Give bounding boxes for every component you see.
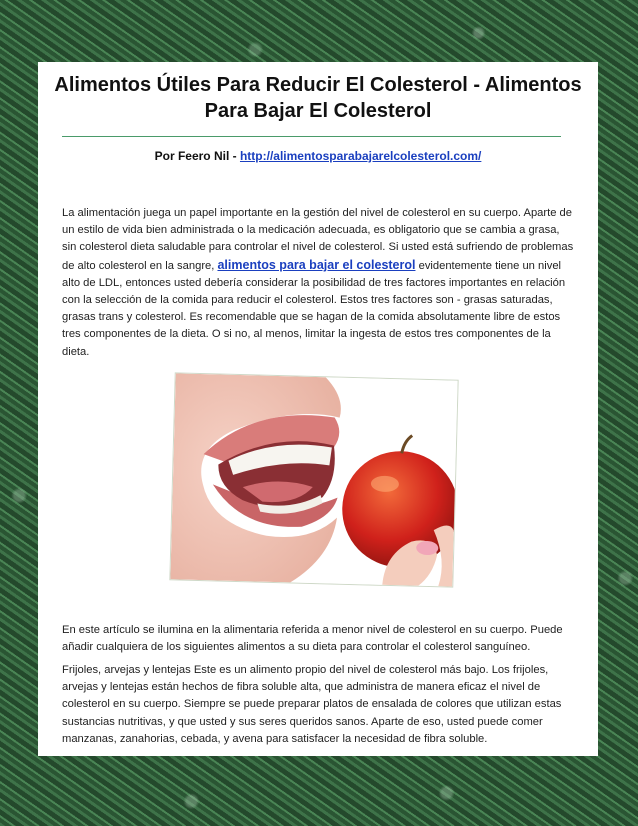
paragraph-foods-intro: En este artículo se ilumina en la alimentaria referida a menor nivel de colesterol en su cuerpo. Puede añadir cualquiera de los siguientes alimentos a su dieta para controlar el colesterol sanguíneo. xyxy=(62,624,563,654)
inline-keyword-link[interactable]: alimentos para bajar el colesterol xyxy=(217,257,416,272)
document-page xyxy=(38,62,598,756)
mouth-apple-photo xyxy=(169,372,458,587)
byline-link[interactable]: http://alimentosparabajarelcolesterol.com/ xyxy=(239,149,482,163)
byline-author: Por Feero Nil - xyxy=(154,149,240,163)
paragraph-intro xyxy=(62,205,574,361)
mouth-apple-illustration xyxy=(170,373,457,586)
paragraph-intro-text-after: evidentemente tiene un nivel alto de LDL, entonces usted debería considerar la posibilidad de tres factores importantes en relación con la selección de la comida para reducir el colesterol. Estos tres factores son - grasas saturadas, grasas trans y colesterol. Es recomendable que se hagan de la comida absolutamente libre de estos tres componentes de la dieta. O si no, al menos, limitar la ingesta de estos tres componentes de la dieta. xyxy=(62,259,566,358)
page-title: Alimentos Útiles Para Reducir El Colesterol - Alimentos Para Bajar El Colesterol xyxy=(54,74,582,122)
byline xyxy=(38,149,598,163)
paragraph-intro-text-before: La alimentación juega un papel importante en la gestión del nivel de colesterol en su cuerpo. Aparte de un estilo de vida bien administrada o la medicación adecuada, es obligatorio que se cambia a grasa, sin colesterol dieta saludable para controlar el nivel de colesterol. Si usted está sufriendo de problemas de alto colesterol en la sangre, xyxy=(62,207,574,272)
paragraph-beans: Frijoles, arvejas y lentejas Este es un alimento propio del nivel de colesterol más bajo. Los frijoles, arvejas y lentejas están hechos de fibra soluble alta, que administra de manera eficaz el nivel de colesterol en su cuerpo. Siempre se puede preparar platos de ensalada de colores que utilizan estas sustancias nutritivas, y que usted y sus seres queridos sanos. Aparte de eso, usted puede comer manzanas, zanahorias, cebada, y avena para satisfacer la necesidad de fibra soluble. xyxy=(62,664,562,745)
title-divider xyxy=(62,136,561,137)
